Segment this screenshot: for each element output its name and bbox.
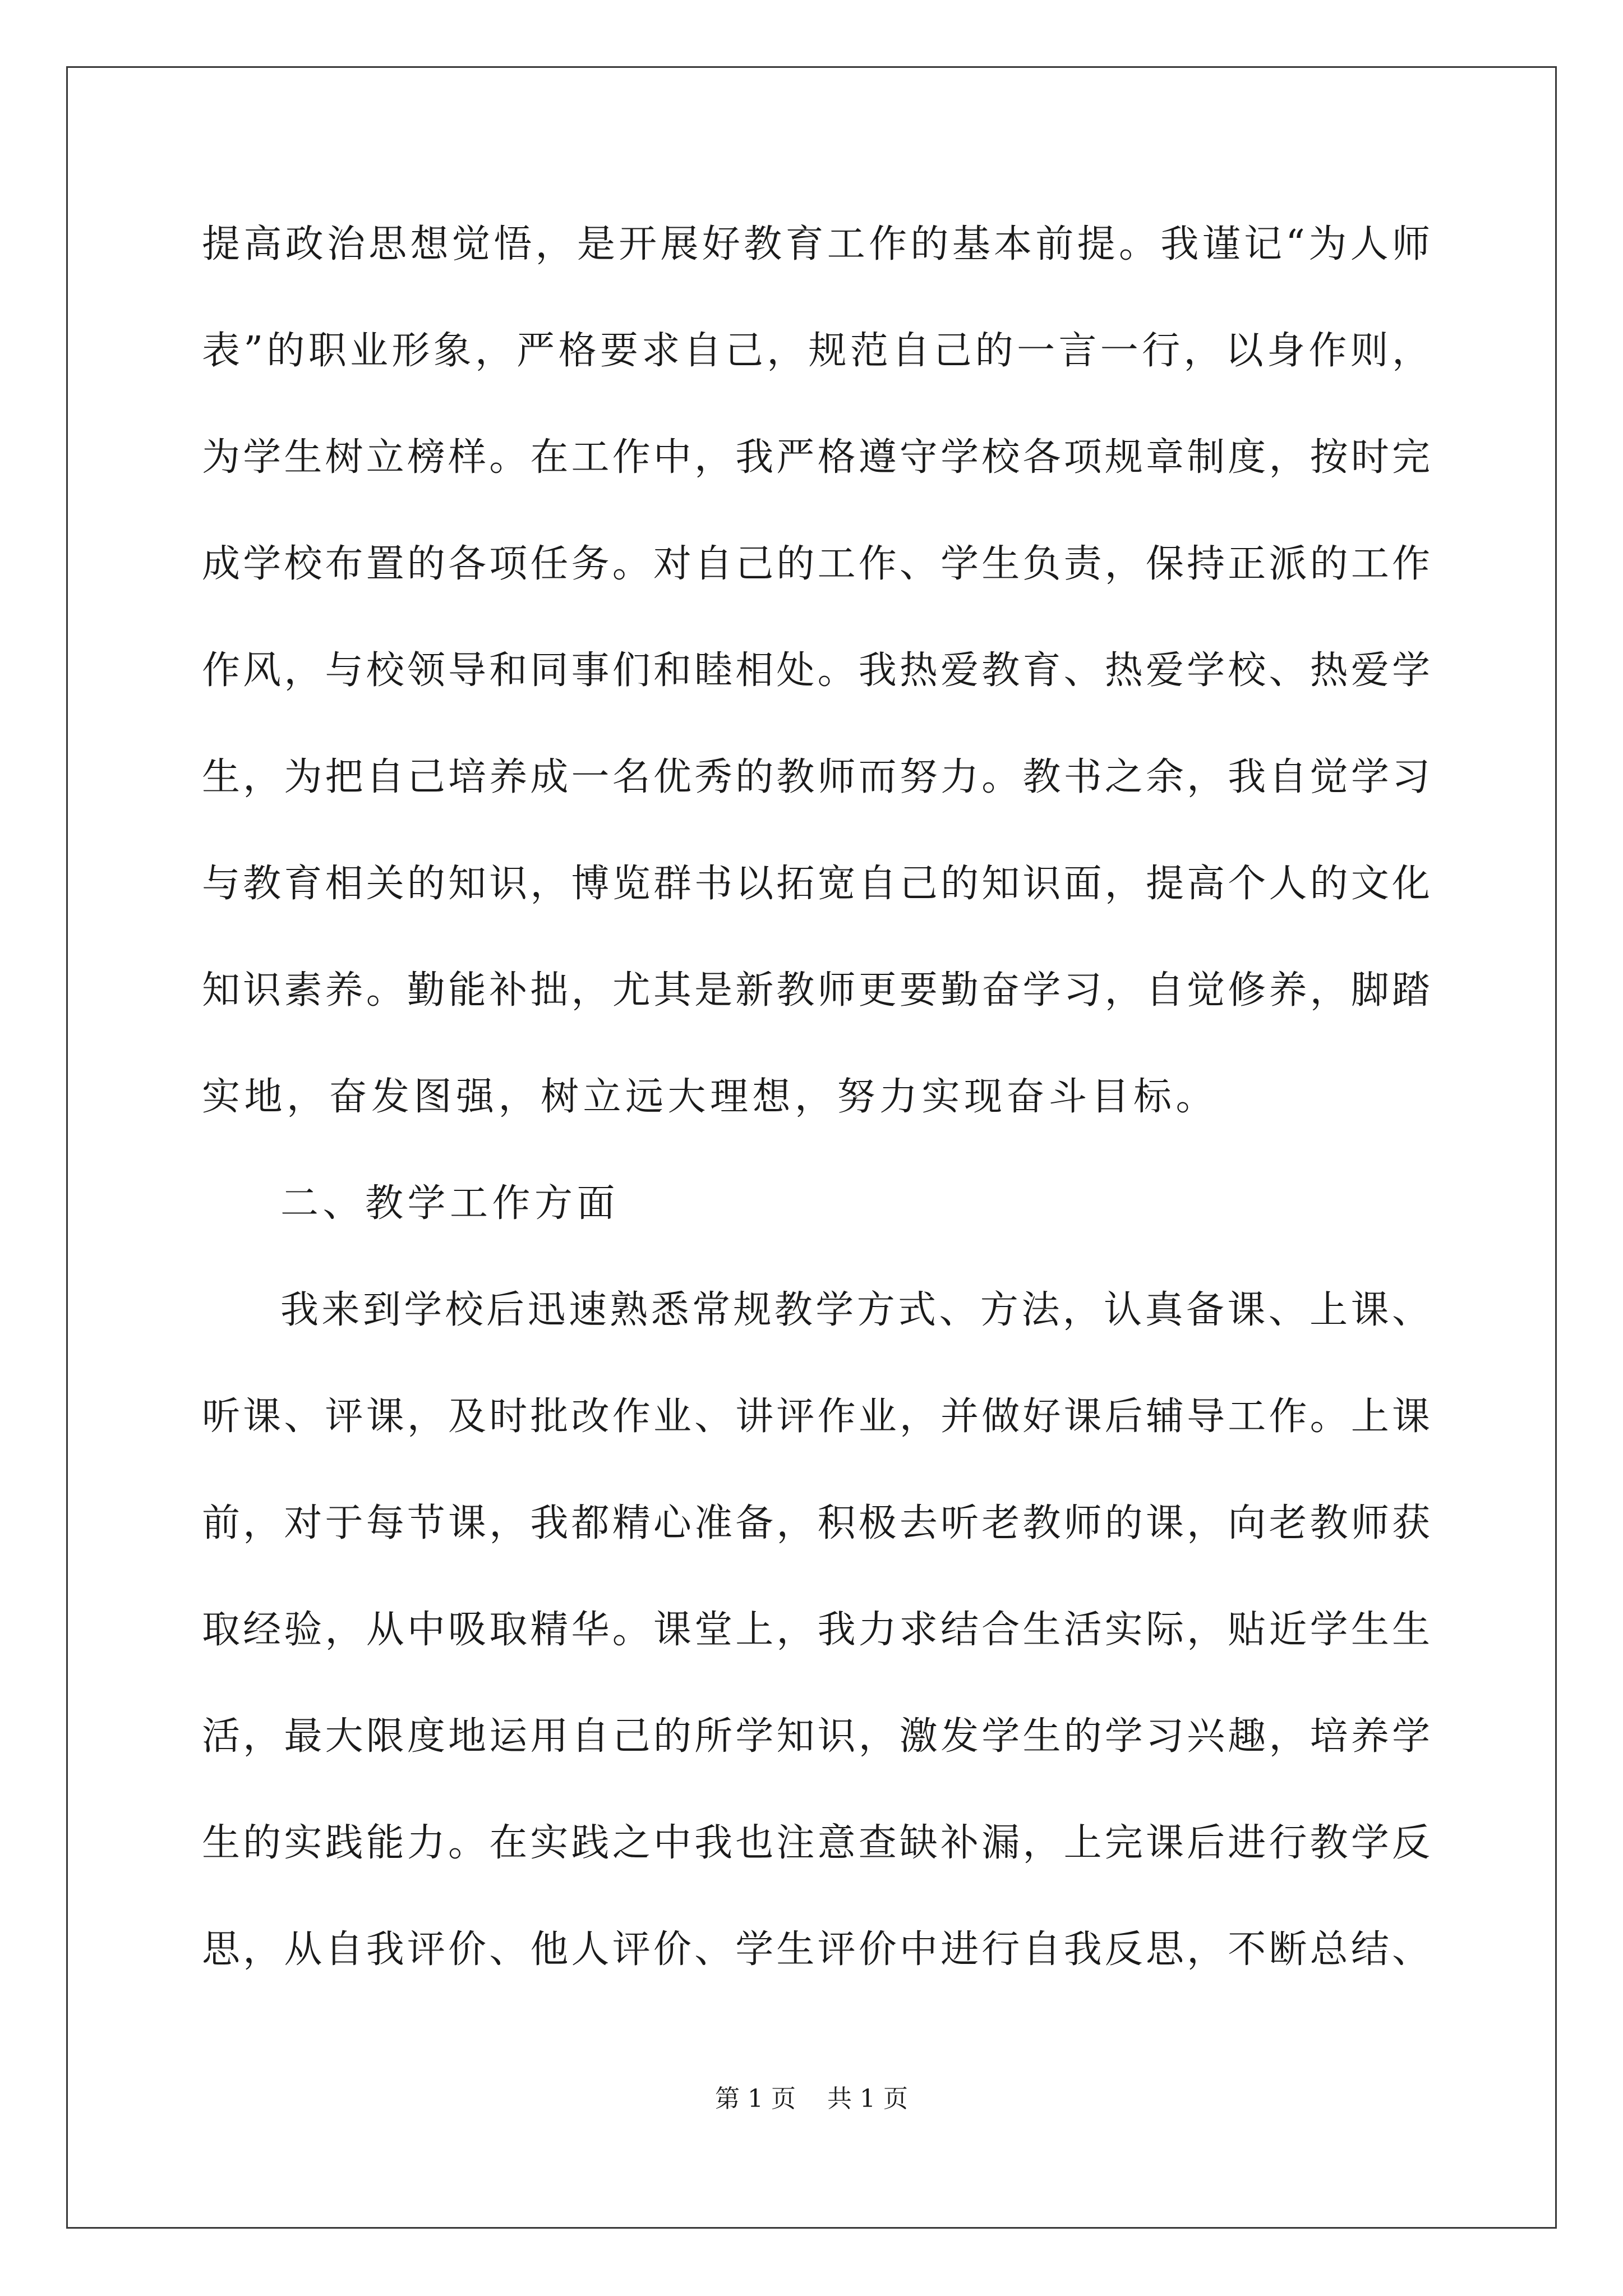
text-line: 取经验，从中吸取精华。课堂上，我力求结合生活实际，贴近学生生 bbox=[202, 1608, 1430, 1652]
text-line: 实地，奋发图强，树立远大理想，努力实现奋斗目标。 bbox=[202, 1075, 1219, 1119]
text-line: 前，对于每节课，我都精心准备，积极去听老教师的课，向老教师获 bbox=[202, 1501, 1430, 1545]
page-border bbox=[66, 66, 1557, 2229]
page-number: 第 1 页 bbox=[715, 2085, 796, 2113]
text-line: 为学生树立榜样。在工作中，我严格遵守学校各项规章制度，按时完 bbox=[202, 435, 1430, 480]
text-line: 表”的职业形象，严格要求自己，规范自己的一言一行，以身作则， bbox=[202, 329, 1430, 373]
text-line: 活，最大限度地运用自己的所学知识，激发学生的学习兴趣，培养学 bbox=[202, 1714, 1430, 1759]
text-line: 作风，与校领导和同事们和睦相处。我热爱教育、热爱学校、热爱学 bbox=[202, 648, 1430, 693]
text-line: 与教育相关的知识，博览群书以拓宽自己的知识面，提高个人的文化 bbox=[202, 862, 1430, 906]
text-line: 成学校布置的各项任务。对自己的工作、学生负责，保持正派的工作 bbox=[202, 542, 1430, 586]
text-line: 听课、评课，及时批改作业、讲评作业，并做好课后辅导工作。上课 bbox=[202, 1395, 1430, 1439]
text-line: 生，为把自己培养成一名优秀的教师而努力。教书之余，我自觉学习 bbox=[202, 755, 1430, 799]
page-footer bbox=[0, 2082, 1623, 2116]
text-line: 生的实践能力。在实践之中我也注意查缺补漏，上完课后进行教学反 bbox=[202, 1821, 1430, 1865]
section-heading: 二、教学工作方面 bbox=[280, 1181, 620, 1226]
page-total: 共 1 页 bbox=[827, 2085, 908, 2113]
text-line: 知识素养。勤能补拙，尤其是新教师更要勤奋学习，自觉修养，脚踏 bbox=[202, 968, 1430, 1013]
text-line: 我来到学校后迅速熟悉常规教学方式、方法，认真备课、上课、 bbox=[280, 1288, 1430, 1332]
text-line: 思，从自我评价、他人评价、学生评价中进行自我反思，不断总结、 bbox=[202, 1927, 1430, 1972]
text-line: 提高政治思想觉悟，是开展好教育工作的基本前提。我谨记“为人师 bbox=[202, 222, 1430, 266]
